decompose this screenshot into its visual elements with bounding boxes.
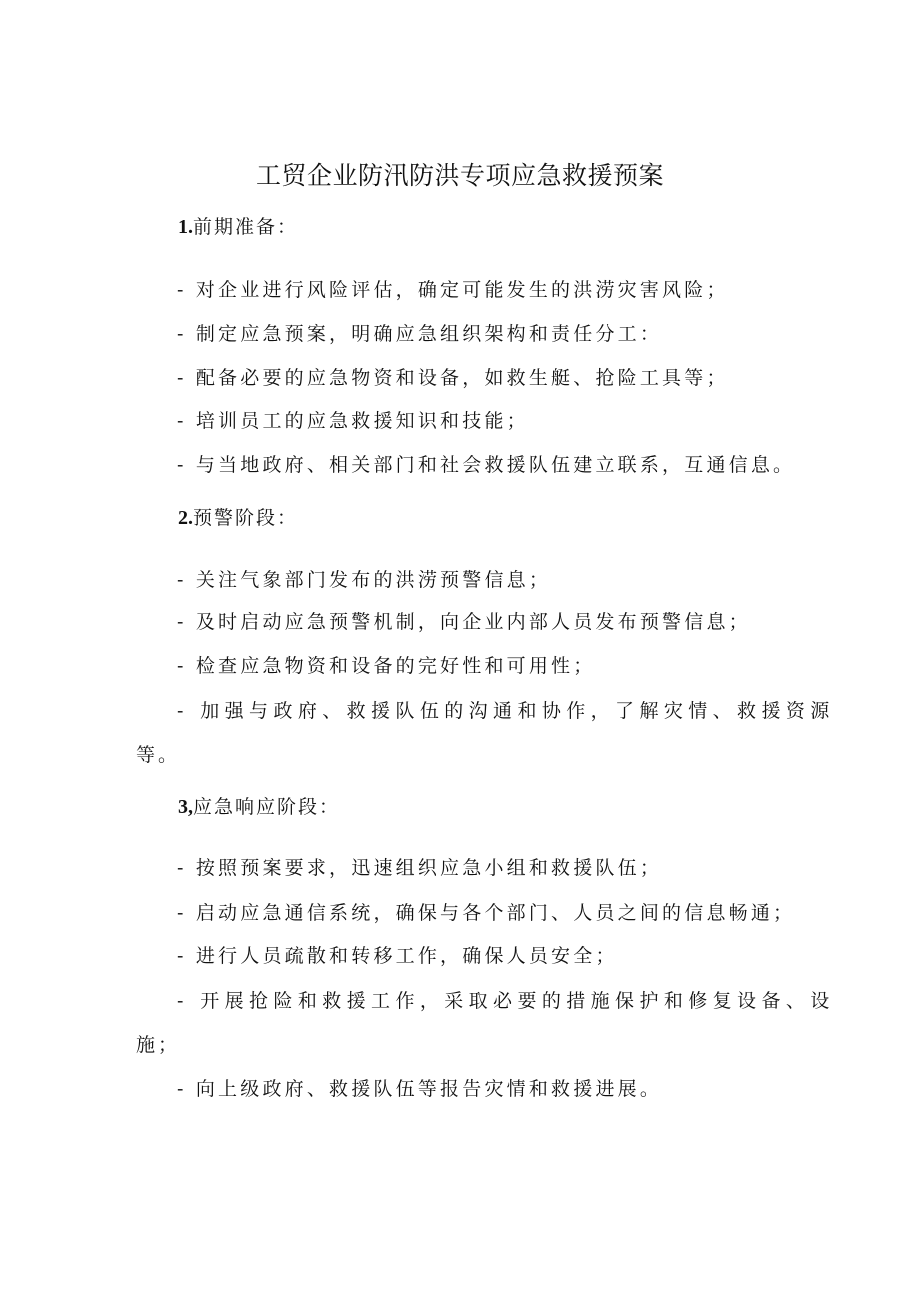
list-item: - 向上级政府、救援队伍等报告灾情和救援进展。 bbox=[177, 1078, 663, 1100]
section-heading-2 bbox=[178, 503, 298, 533]
list-item: - 关注气象部门发布的洪涝预警信息； bbox=[177, 569, 552, 591]
list-item-continuation: 施； bbox=[136, 1034, 181, 1056]
list-item-continuation: 等。 bbox=[136, 744, 181, 766]
list-item: - 与当地政府、相关部门和社会救援队伍建立联系，互通信息。 bbox=[177, 454, 796, 476]
list-item: - 对企业进行风险评估，确定可能发生的洪涝灾害风险； bbox=[177, 279, 729, 301]
section-heading-1 bbox=[178, 212, 298, 242]
section-heading-3 bbox=[178, 792, 340, 822]
list-item: - 开展抢险和救援工作，采取必要的措施保护和修复设备、设 bbox=[177, 990, 835, 1012]
list-item: - 加强与政府、救援队伍的沟通和协作，了解灾情、救援资源 bbox=[177, 700, 835, 722]
list-item: - 配备必要的应急物资和设备，如救生艇、抢险工具等； bbox=[177, 367, 729, 389]
section-heading-text: 应急响应阶段： bbox=[193, 796, 341, 818]
list-item: - 制定应急预案，明确应急组织架构和责任分工： bbox=[177, 323, 663, 345]
document-title: 工贸企业防汛防洪专项应急救援预案 bbox=[255, 161, 664, 190]
list-item: - 检查应急物资和设备的完好性和可用性； bbox=[177, 655, 596, 677]
list-item: - 按照预案要求，迅速组织应急小组和救援队伍； bbox=[177, 857, 663, 879]
list-item: - 培训员工的应急救援知识和技能； bbox=[177, 410, 529, 432]
list-item: - 进行人员疏散和转移工作，确保人员安全； bbox=[177, 945, 618, 967]
list-item: - 启动应急通信系统，确保与各个部门、人员之间的信息畅通； bbox=[177, 902, 796, 924]
section-number: 2. bbox=[178, 507, 193, 529]
section-heading-text: 前期准备： bbox=[193, 216, 299, 238]
section-number: 3, bbox=[178, 796, 193, 818]
section-number: 1. bbox=[178, 216, 193, 238]
list-item: - 及时启动应急预警机制，向企业内部人员发布预警信息； bbox=[177, 611, 751, 633]
section-heading-text: 预警阶段： bbox=[193, 507, 299, 529]
